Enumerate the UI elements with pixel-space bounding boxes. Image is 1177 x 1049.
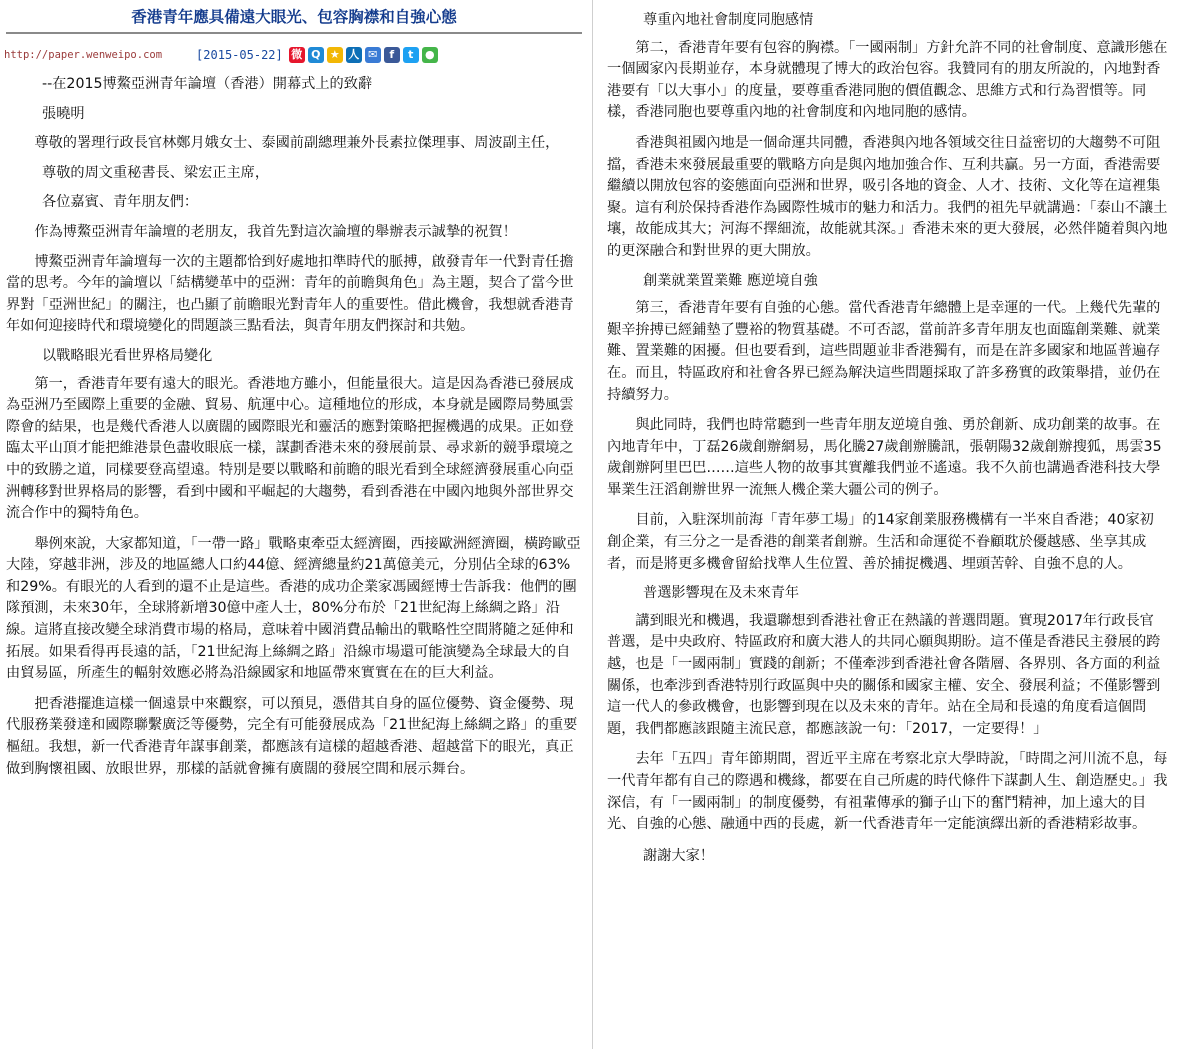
section-heading: 尊重內地社會制度同胞感情 — [643, 12, 814, 28]
article-title: 香港青年應具備遠大眼光、包容胸襟和自強心態 — [6, 5, 582, 34]
body-paragraph: 第三，香港青年要有自強的心態。當代香港青年總體上是幸運的一代。上幾代先輩的艱辛拚搏已經鋪墊了豐裕的物質基礎。不可否認，當前許多青年朋友也面臨創業難、就業難、置業難的困擾。但也要看到，這些問題並非香港獨有，而是在許多國家和地區普遍存在。而且，特區政府和社會各界已經為解決這些問題採取了許多務實的政策舉措，並仍在持續努力。 — [607, 300, 1161, 403]
author-name: 張曉明 — [42, 105, 85, 122]
body-paragraph: 第二，香港青年要有包容的胸襟。「一國兩制」方針允許不同的社會制度、意識形態在一個國家內長期並存，本身就體現了博大的政治包容。我贊同有的朋友所說的，內地對香港要有「以大事小」的度量，要尊重香港同胞的價值觀念、思維方式和行為習慣等。同樣，香港同胞也要尊重內地的社會制度和內地同胞的感情。 — [607, 39, 1168, 121]
section-heading: 創業就業置業難 應逆境自強 — [643, 272, 818, 289]
source-url-link[interactable]: http://paper.wenweipo.com — [4, 49, 163, 61]
renren-icon[interactable]: 人 — [346, 47, 362, 63]
right-column — [592, 0, 1177, 1049]
facebook-icon[interactable]: f — [384, 47, 400, 63]
article-meta — [4, 46, 588, 64]
twitter-icon[interactable]: t — [403, 47, 419, 63]
body-paragraph: 香港與祖國內地是一個命運共同體，香港與內地各領域交往日益密切的大趨勢不可阻擋，香港未來發展最重要的戰略方向是與內地加強合作、互利共贏。另一方面，香港需要繼續以開放包容的姿態面向亞洲和世界，吸引各地的資金、人才、技術、文化等在這裡集聚。這有利於保持香港作為國際性城市的魅力和活力。我們的祖先早就講過：「泰山不讓土壤，故能成其大；河海不擇細流，故能就其深。」香港未來的更大發展，必然伴隨着與內地的更深融合和對世界的更大開放。 — [607, 134, 1168, 259]
body-paragraph: 目前，入駐深圳前海「青年夢工場」的14家創業服務機構有一半來自香港；40家初創企業，有三分之一是香港的創業者創辦。生活和命運從不眷顧耽於優越感、坐享其成者，而是將更多機會留給找準人生位置、善於捕捉機遇、埋頭苦幹、自強不息的人。 — [607, 512, 1154, 572]
publish-date: [2015-05-22] — [196, 48, 283, 62]
qq-weibo-icon[interactable]: Q — [308, 47, 324, 63]
body-paragraph: 與此同時，我們也時常聽到一些青年朋友逆境自強、勇於創新、成功創業的故事。在內地青年中，丁磊26歲創辦網易，馬化騰27歲創辦騰訊，張朝陽32歲創辦搜狐，馬雲35歲創辦阿里巴巴……這些人物的故事其實離我們並不遙遠。我不久前也講過香港科技大學畢業生汪滔創辦世界一流無人機企業大疆公司的例子。 — [607, 417, 1162, 498]
wechat-icon[interactable]: ● — [422, 47, 438, 63]
body-paragraph: 作為博鰲亞洲青年論壇的老朋友，我首先對這次論壇的舉辦表示誠摯的祝賀！ — [34, 223, 517, 240]
body-paragraph: 講到眼光和機遇，我還聯想到香港社會正在熱議的普選問題。實現2017年行政長官普選，是中央政府、特區政府和廣大港人的共同心願與期盼。這不僅是香港民主發展的跨越，也是「一國兩制」實踐的創新；不僅牽涉到香港社會各階層、各界別、各方面的利益關係，也牽涉到香港特別行政區與中央的關係和國家主權、安全、發展利益；不僅影響到這一代人的參政機會，也影響到現在以及未來的青年。站在全局和長遠的角度看這個問題，我們都應該跟隨主流民意，都應該說一句：「2017，一定要得！」 — [607, 612, 1161, 737]
share-toolbar — [289, 47, 438, 63]
greeting-paragraph: 尊敬的周文重秘書長、梁宏正主席， — [42, 164, 270, 181]
greeting-paragraph: 尊敬的署理行政長官林鄭月娥女士、泰國前副總理兼外長素拉傑理事、周波副主任， — [34, 135, 560, 152]
body-paragraph: 把香港擺進這樣一個遠景中來觀察，可以預見，憑借其自身的區位優勢、資金優勢、現代服務業發達和國際聯繫廣泛等優勢，完全有可能發展成為「21世紀海上絲綢之路」的重要樞紐。我想，新一代香港青年謀事創業，都應該有這樣的超越香港、超越當下的眼光，真正做到胸懷祖國、放眼世界，那樣的話就會擁有廣闊的發展空間和展示舞台。 — [6, 695, 578, 777]
body-paragraph: 舉例來說，大家都知道，「一帶一路」戰略東牽亞太經濟圈，西接歐洲經濟圈，橫跨歐亞大陸，穿越非洲，涉及的地區總人口約44億、經濟總量約21萬億美元，分別佔全球的63%和29%。有眼光的人看到的還不止是這些。香港的成功企業家馮國經博士告訴我：他們的團隊預測，未來30年，全球將新增30億中產人士，80%分布於「21世紀海上絲綢之路」沿線。這將直接改變全球消費市場的格局，意味着中國消費品輸出的戰略性空間將隨之延伸和拓展。如果看得再長遠的話，「21世紀海上絲綢之路」沿線市場還可能演變為全球最大的自由貿易區，所產生的輻射效應必將為沿線國家和地區帶來實實在在的巨大利益。 — [6, 535, 581, 682]
email-icon[interactable]: ✉ — [365, 47, 381, 63]
greeting-paragraph: 各位嘉賓、青年朋友們： — [42, 194, 199, 211]
weibo-icon[interactable]: 微 — [289, 47, 305, 63]
body-paragraph: 去年「五四」青年節期間，習近平主席在考察北京大學時說，「時間之河川流不息，每一代青年都有自己的際遇和機緣，都要在自己所處的時代條件下謀劃人生、創造歷史。」我深信，有「一國兩制」的制度優勢，有祖輩傳承的獅子山下的奮鬥精神，加上遠大的目光、自強的心態、融通中西的長處，新一代香港青年一定能演繹出新的香港精彩故事。 — [607, 751, 1168, 833]
left-column — [0, 0, 588, 1049]
section-heading: 普選影響現在及未來青年 — [643, 585, 800, 602]
body-paragraph: 博鰲亞洲青年論壇每一次的主題都恰到好處地扣準時代的脈搏，啟發青年一代對青任擔當的思考。今年的論壇以「結構變革中的亞洲：青年的前瞻與角色」為主題，契合了當今世界對「亞洲世紀」的關注，也凸顯了前瞻眼光對青年人的重要性。借此機會，我想就香港青年如何迎接時代和環境變化的問題談三點看法，與青年朋友們探討和共勉。 — [6, 253, 574, 335]
qzone-icon[interactable]: ★ — [327, 47, 343, 63]
section-heading: 以戰略眼光看世界格局變化 — [42, 347, 213, 364]
closing-thanks: 謝謝大家！ — [643, 847, 714, 864]
body-paragraph: 第一，香港青年要有遠大的眼光。香港地方雖小，但能量很大。這是因為香港已發展成為亞洲乃至國際上重要的金融、貿易、航運中心。這種地位的形成，本身就是國際局勢風雲際會的結果，也是幾代香港人以廣闊的國際眼光和靈活的應對策略把握機遇的成果。正如登臨太平山頂才能把維港景色盡收眼底一樣，謀劃香港未來的發展前景、尋求新的競爭環境之中的致勝之道，同樣要登高望遠。特別是要以戰略和前瞻的眼光看到全球經濟發展重心向亞洲轉移對世界格局的影響，看到中國和平崛起的大趨勢，看到香港在中國內地與外部世界交流合作中的獨特角色。 — [6, 375, 574, 522]
speech-subtitle: --在2015博鰲亞洲青年論壇（香港）開幕式上的致辭 — [42, 76, 373, 92]
